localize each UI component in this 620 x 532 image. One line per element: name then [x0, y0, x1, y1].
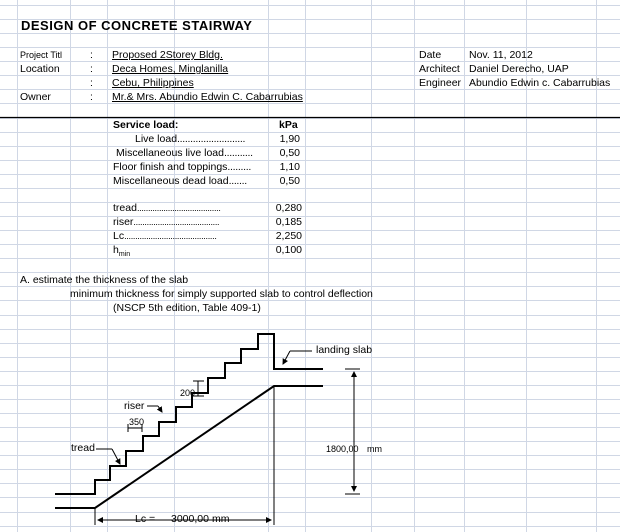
load-label: Miscellaneous dead load.......: [113, 175, 247, 187]
dim-value: 0,280: [275, 202, 302, 214]
engineer-value: Abundio Edwin c. Cabarrubias: [469, 77, 611, 89]
landing-slab-leader: [283, 351, 312, 364]
height-dimension: [345, 369, 360, 494]
landing-slab-label: landing slab: [316, 344, 373, 356]
dim-label: $h_{min}$: [113, 244, 131, 259]
load-label: Floor finish and toppings.........: [113, 161, 251, 173]
colon: :: [90, 49, 93, 61]
service-load-header: Service load:: [113, 119, 179, 131]
tread-leader: [96, 449, 120, 464]
location-value-2: Cebu, Philippines: [112, 77, 194, 89]
load-value: 0,50: [279, 147, 300, 159]
page-title: DESIGN OF CONCRETE STAIRWAY: [21, 18, 253, 33]
lc-label: Lc =: [135, 513, 156, 525]
location-value-1: Deca Homes, Minglanilla: [112, 63, 229, 75]
colon: :: [90, 63, 93, 75]
dim-label: riser.......................................: [113, 216, 220, 228]
tread-label: tread: [71, 442, 95, 454]
dim-350-label: 350: [129, 417, 145, 427]
dim-value: 0,185: [275, 216, 302, 228]
note-c: (NSCP 5th edition, Table 409-1): [113, 302, 261, 314]
engineer-label: Engineer: [419, 77, 462, 89]
note-b: minimum thickness for simply supported slab to control deflection: [70, 288, 373, 300]
dim-value: 2,250: [275, 230, 302, 242]
height-value: 1800,00: [326, 444, 359, 454]
lc-value: 3000,00: [171, 513, 209, 525]
height-unit: mm: [367, 444, 382, 454]
note-a: A. estimate the thickness of the slab: [20, 274, 189, 286]
owner-label: Owner: [20, 91, 51, 103]
dim-200-label: 200: [180, 388, 196, 398]
dim-value: 0,100: [275, 244, 302, 256]
load-label: Miscellaneous live load...........: [116, 147, 253, 159]
colon: :: [90, 91, 93, 103]
lc-unit: mm: [212, 513, 230, 525]
load-value: 0,50: [279, 175, 300, 187]
colon: :: [90, 77, 93, 89]
load-label: Live load..........................: [135, 133, 246, 145]
project-title-label: Project Titl: [20, 50, 63, 60]
date-value: Nov. 11, 2012: [469, 49, 533, 61]
riser-leader: [147, 406, 162, 412]
riser-label: riser: [124, 400, 145, 412]
date-label: Date: [419, 49, 442, 61]
stair-outline: [55, 334, 323, 508]
load-value: 1,90: [279, 133, 300, 145]
owner-value: Mr.& Mrs. Abundio Edwin C. Cabarrubias: [112, 91, 303, 103]
load-value: 1,10: [279, 161, 300, 173]
architect-value: Daniel Derecho, UAP: [469, 63, 569, 75]
kpa-unit-header: kPa: [279, 119, 298, 131]
location-label: Location: [20, 63, 60, 75]
dim-label: Lc..........................................: [113, 230, 217, 242]
dim-label: tread......................................: [113, 202, 221, 214]
project-value: Proposed 2Storey Bldg.: [112, 49, 223, 61]
architect-label: Architect: [419, 63, 460, 75]
